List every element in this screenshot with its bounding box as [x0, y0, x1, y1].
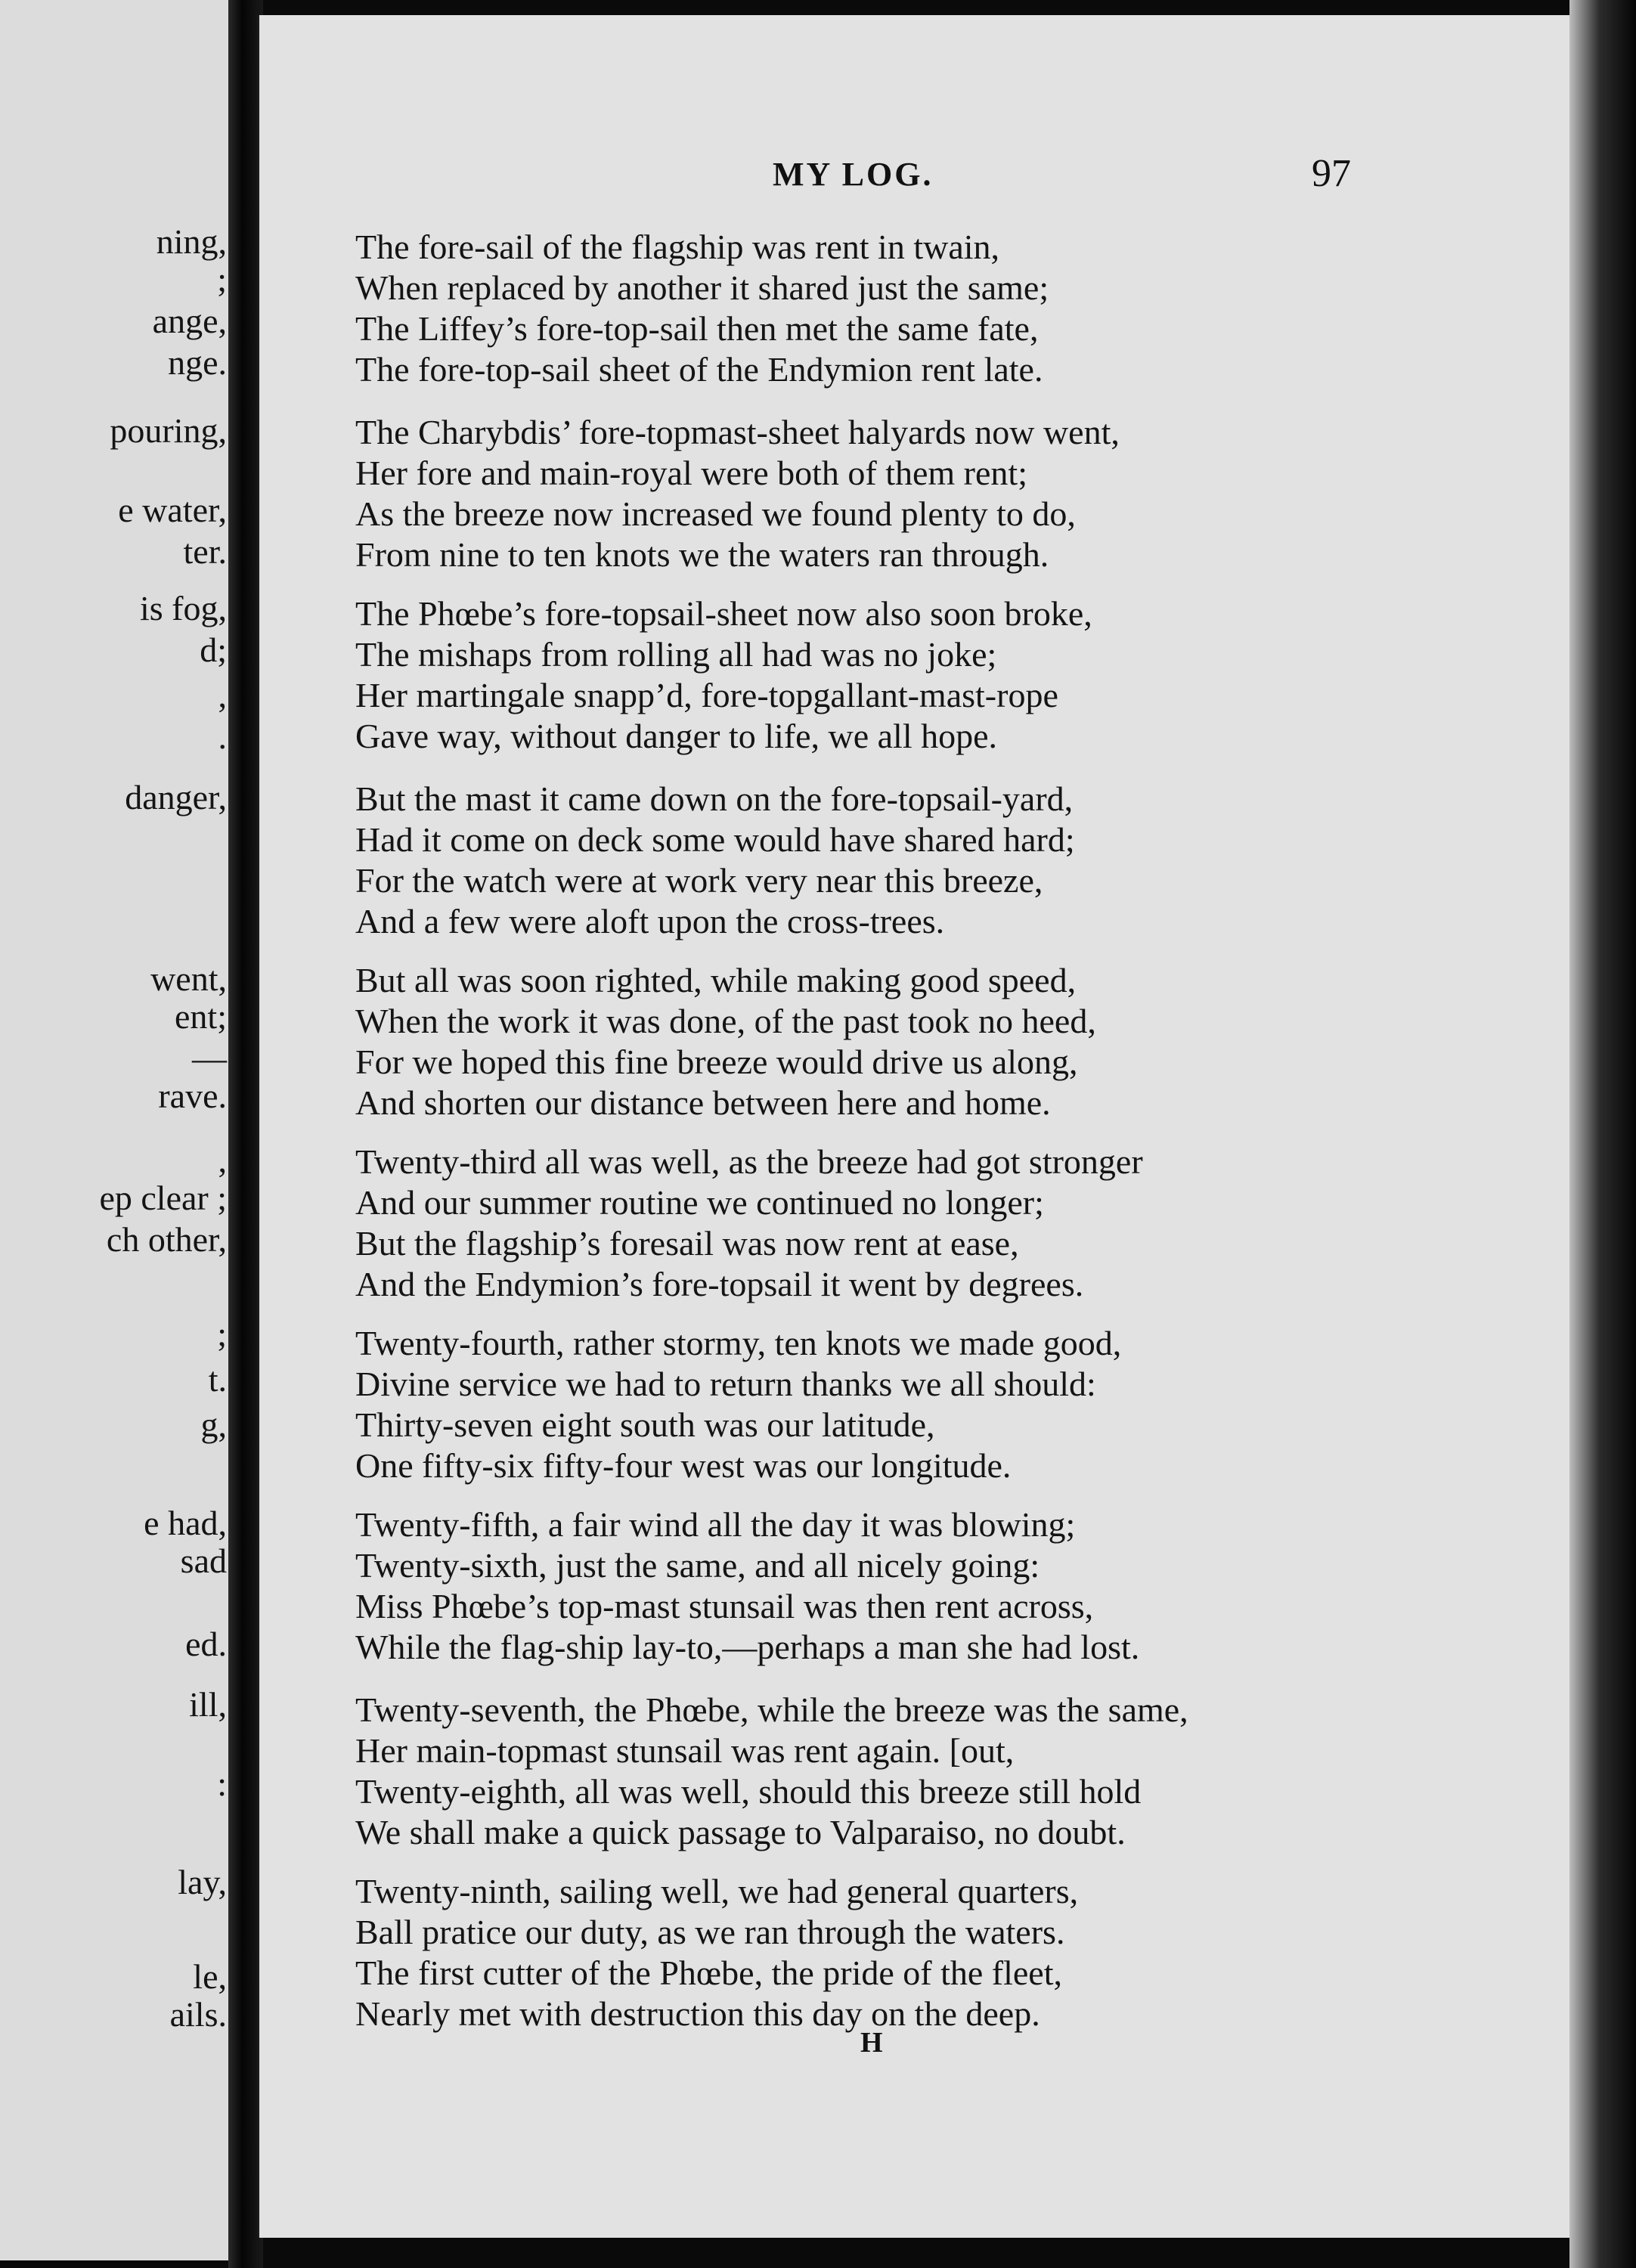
- verse-line: Twenty-seventh, the Phœbe, while the breeze was the same,: [355, 1690, 1188, 1729]
- stanza: [355, 593, 1092, 757]
- page-edge-shadow: [1569, 0, 1636, 2268]
- facing-page-text-fragment: :: [217, 1765, 227, 1803]
- facing-page-text-fragment: lay,: [178, 1863, 227, 1901]
- facing-page-fragment: [0, 0, 228, 2260]
- verse-line: The mishaps from rolling all had was no joke;: [355, 635, 997, 674]
- verse-line: Nearly met with destruction this day on the deep.: [355, 1994, 1040, 2033]
- facing-page-text-fragment: ill,: [189, 1685, 227, 1724]
- verse-line: For we hoped this fine breeze would drive us along,: [355, 1043, 1078, 1081]
- signature-mark: H: [860, 2027, 883, 2059]
- verse-line: The fore-top-sail sheet of the Endymion rent late.: [355, 350, 1043, 389]
- verse-line: Miss Phœbe’s top-mast stunsail was then rent across,: [355, 1587, 1094, 1625]
- facing-page-text-fragment: ep clear ;: [99, 1179, 227, 1217]
- facing-page-text-fragment: .: [218, 717, 227, 756]
- verse-line: One fifty-six fifty-four west was our longitude.: [355, 1446, 1012, 1485]
- facing-page-text-fragment: ed.: [185, 1625, 227, 1663]
- running-head: MY LOG.: [773, 156, 934, 193]
- verse-line: And our summer routine we continued no longer;: [355, 1183, 1044, 1222]
- facing-page-text-fragment: ;: [217, 1315, 227, 1353]
- verse-line: We shall make a quick passage to Valparaiso, no doubt.: [355, 1813, 1126, 1851]
- verse-line: Divine service we had to return thanks we all should:: [355, 1365, 1096, 1403]
- stanza: [355, 1323, 1121, 1486]
- verse-line: Ball pratice our duty, as we ran through the waters.: [355, 1913, 1065, 1951]
- verse-line: Her main-topmast stunsail was rent again. [out,: [355, 1731, 1015, 1770]
- facing-page-text-fragment: danger,: [125, 778, 227, 816]
- stanza: [355, 1871, 1078, 2034]
- verse-line: But the mast it came down on the fore-topsail-yard,: [355, 779, 1074, 818]
- verse-line: Thirty-seven eight south was our latitude,: [355, 1405, 935, 1444]
- verse-line: And the Endymion’s fore-topsail it went by degrees.: [355, 1265, 1084, 1303]
- verse-line: When the work it was done, of the past took no heed,: [355, 1002, 1096, 1040]
- verse-line: But all was soon righted, while making good speed,: [355, 961, 1077, 999]
- verse-line: Had it come on deck some would have shared hard;: [355, 820, 1075, 859]
- stanza: [355, 1504, 1139, 1668]
- facing-page-text-fragment: ails.: [169, 1995, 227, 2034]
- verse-line: Twenty-sixth, just the same, and all nicely going:: [355, 1546, 1040, 1585]
- facing-page-text-fragment: ,: [218, 676, 227, 714]
- verse-line: The Liffey’s fore-top-sail then met the same fate,: [355, 309, 1039, 348]
- verse-line: Twenty-ninth, sailing well, we had general quarters,: [355, 1872, 1079, 1910]
- verse-line: As the breeze now increased we found plenty to do,: [355, 494, 1076, 533]
- verse-line: Twenty-fifth, a fair wind all the day it was blowing;: [355, 1505, 1076, 1544]
- facing-page-text-fragment: ;: [217, 260, 227, 299]
- verse-line: The fore-sail of the flagship was rent in twain,: [355, 228, 1000, 266]
- facing-page-text-fragment: g,: [200, 1405, 227, 1444]
- facing-page-text-fragment: t.: [208, 1360, 227, 1399]
- verse-line: Twenty-fourth, rather stormy, ten knots we made good,: [355, 1324, 1122, 1362]
- verse-line: Gave way, without danger to life, we all hope.: [355, 717, 998, 755]
- verse-line: The first cutter of the Phœbe, the pride of the fleet,: [355, 1954, 1063, 1992]
- facing-page-text-fragment: le,: [193, 1957, 227, 1996]
- verse-line: Twenty-eighth, all was well, should this breeze still hold: [355, 1772, 1142, 1811]
- facing-page-text-fragment: nge.: [168, 343, 227, 382]
- verse-line: Her martingale snapp’d, fore-topgallant-mast-rope: [355, 676, 1058, 714]
- stanza: [355, 1690, 1188, 1853]
- verse-line: The Charybdis’ fore-topmast-sheet halyards now went,: [355, 413, 1120, 451]
- facing-page-text-fragment: went,: [150, 959, 227, 998]
- facing-page-text-fragment: sad: [180, 1541, 227, 1580]
- facing-page-text-fragment: e water,: [118, 491, 227, 529]
- stanza: [355, 779, 1075, 942]
- facing-page-text-fragment: —: [192, 1039, 227, 1077]
- facing-page-text-fragment: ning,: [156, 222, 227, 261]
- facing-page-text-fragment: ent;: [175, 997, 227, 1036]
- facing-page-text-fragment: d;: [200, 631, 227, 669]
- facing-page-text-fragment: ter.: [183, 532, 227, 571]
- verse-line: But the flagship’s foresail was now rent at ease,: [355, 1224, 1019, 1263]
- verse-line: Twenty-third all was well, as the breeze had got stronger: [355, 1142, 1143, 1181]
- facing-page-text-fragment: is fog,: [140, 589, 227, 627]
- verse-line: The Phœbe’s fore-topsail-sheet now also soon broke,: [355, 594, 1092, 633]
- verse-line: For the watch were at work very near this breeze,: [355, 861, 1043, 900]
- facing-page-text-fragment: ,: [218, 1141, 227, 1179]
- facing-page-text-fragment: pouring,: [110, 411, 227, 450]
- stanza: [355, 1142, 1143, 1305]
- verse-line: And a few were aloft upon the cross-trees.: [355, 902, 945, 940]
- verse-line: And shorten our distance between here and home.: [355, 1083, 1051, 1122]
- verse-line: While the flag-ship lay-to,—perhaps a man she had lost.: [355, 1628, 1140, 1666]
- stanza: [355, 412, 1120, 575]
- verse-line: Her fore and main-royal were both of them rent;: [355, 454, 1027, 492]
- page-number: 97: [1312, 152, 1351, 195]
- facing-page-text-fragment: e had,: [144, 1504, 227, 1542]
- facing-page-text-fragment: rave.: [158, 1077, 227, 1115]
- facing-page-text-fragment: ange,: [152, 302, 227, 340]
- stanza: [355, 960, 1096, 1123]
- facing-page-text-fragment: ch other,: [106, 1220, 227, 1259]
- stanza: [355, 227, 1049, 390]
- verse-line: From nine to ten knots we the waters ran through.: [355, 535, 1049, 574]
- verse-line: When replaced by another it shared just the same;: [355, 268, 1049, 307]
